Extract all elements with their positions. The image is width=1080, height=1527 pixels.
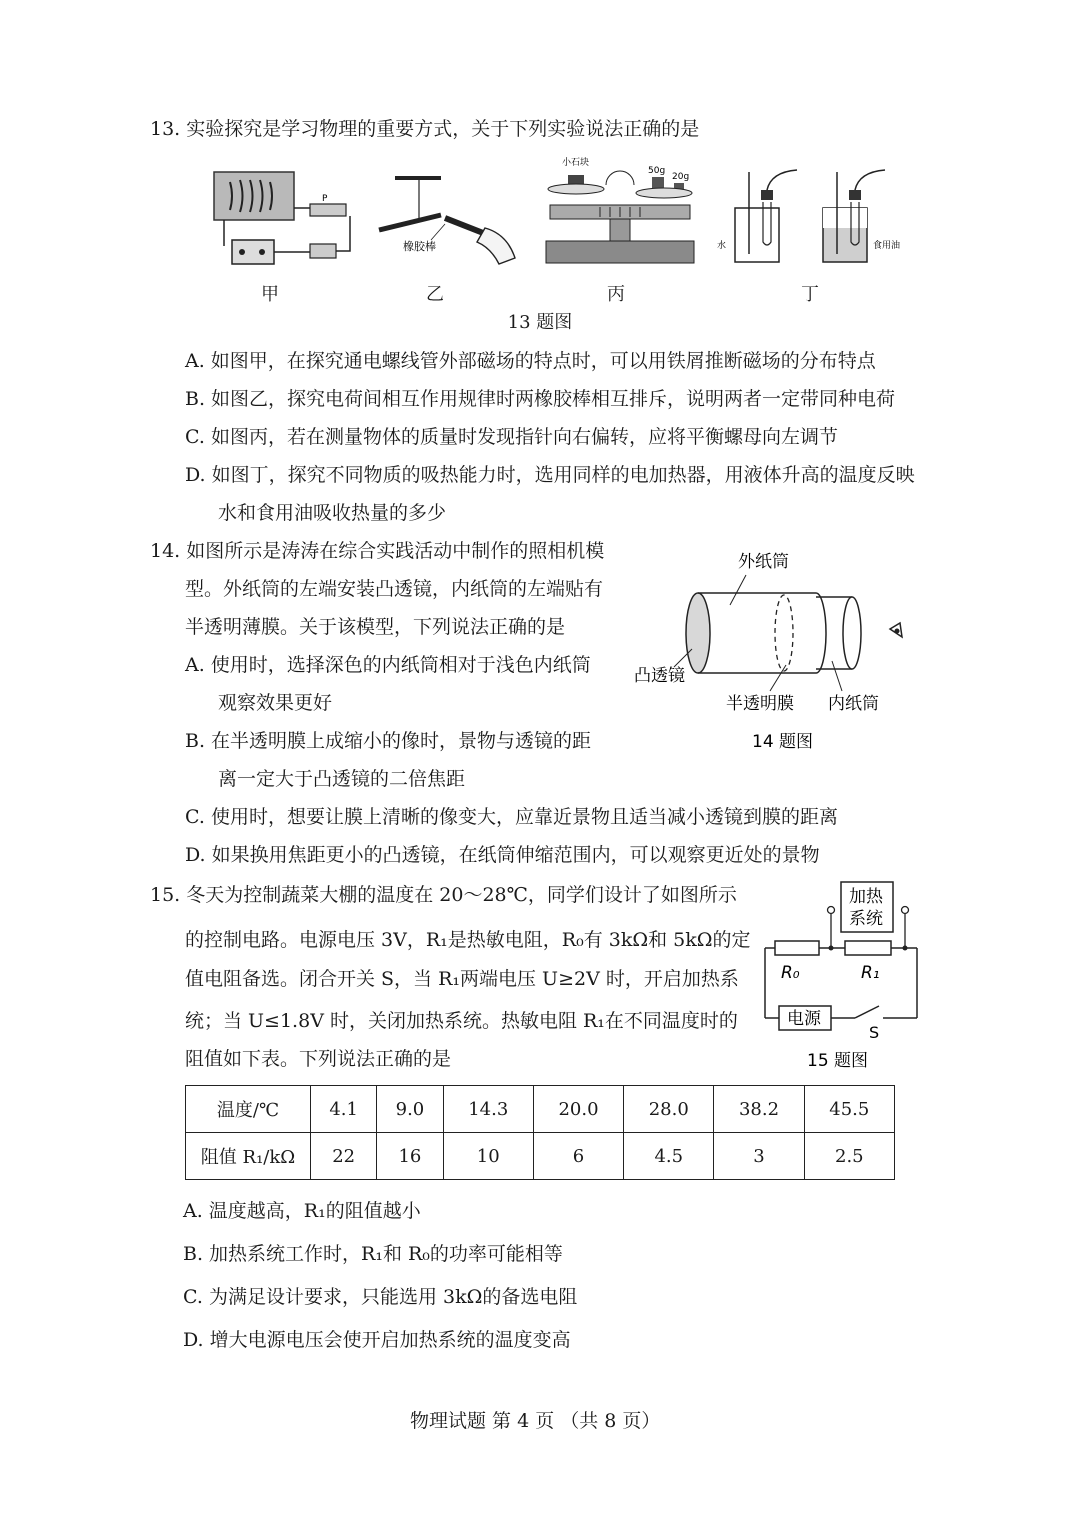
q14-option-b-cont: 离一定大于凸透镜的二倍焦距 bbox=[218, 768, 466, 790]
q15-stem-5: 阻值如下表。下列说法正确的是 bbox=[185, 1048, 452, 1070]
stone-label: 小石块 bbox=[562, 158, 590, 168]
page-footer: 物理试题 第 4 页 （共 8 页） bbox=[410, 1410, 661, 1432]
resistance-table bbox=[185, 1085, 895, 1180]
q13-stem: 13. 实验探究是学习物理的重要方式，关于下列实验说法正确的是 bbox=[150, 118, 700, 140]
temp-cell: 14.3 bbox=[443, 1086, 533, 1133]
q15-stem-2: 的控制电路。电源电压 3V，R₁是热敏电阻，R₀有 3kΩ和 5kΩ的定 bbox=[185, 929, 751, 951]
q13-option-d-cont: 水和食用油吸收热量的多少 bbox=[218, 502, 447, 524]
label-ding: 丁 bbox=[801, 284, 819, 305]
q13-option-c: C. 如图丙，若在测量物体的质量时发现指针向右偏转，应将平衡螺母向左调节 bbox=[185, 426, 838, 448]
q15-option-d: D. 增大电源电压会使开启加热系统的温度变高 bbox=[183, 1329, 571, 1351]
heater-label-1: 加热 bbox=[849, 887, 883, 907]
figure-camera-model bbox=[620, 545, 930, 755]
q14-stem-2: 型。外纸筒的左端安装凸透镜，内纸筒的左端贴有 bbox=[185, 578, 604, 600]
label-bing: 丙 bbox=[607, 284, 625, 305]
q15-stem-4: 统；当 U≤1.8V 时，关闭加热系统。热敏电阻 R₁在不同温度时的 bbox=[185, 1010, 738, 1032]
q13-option-d: D. 如图丁，探究不同物质的吸热能力时，选用同样的电加热器，用液体升高的温度反映 bbox=[185, 464, 915, 486]
q14-figure-caption: 14 题图 bbox=[752, 732, 814, 752]
inner-tube-label: 内纸筒 bbox=[828, 694, 879, 714]
lens-label: 凸透镜 bbox=[634, 666, 685, 686]
temp-cell: 45.5 bbox=[804, 1086, 894, 1133]
weight-50g-label: 50g bbox=[648, 166, 666, 176]
resistance-cell: 6 bbox=[533, 1133, 623, 1180]
q14-option-a: A. 使用时，选择深色的内纸筒相对于浅色内纸筒 bbox=[185, 654, 591, 676]
q15-stem-3: 值电阻备选。闭合开关 S，当 R₁两端电压 U≥2V 时，开启加热系 bbox=[185, 968, 739, 990]
temp-cell: 9.0 bbox=[377, 1086, 443, 1133]
slider-p-label: P bbox=[322, 194, 328, 204]
figure-control-circuit bbox=[755, 878, 925, 1078]
weight-20g-label: 20g bbox=[672, 172, 690, 182]
q14-option-a-cont: 观察效果更好 bbox=[218, 692, 333, 714]
q15-option-b: B. 加热系统工作时，R₁和 R₀的功率可能相等 bbox=[183, 1243, 563, 1265]
r1-label: R₁ bbox=[861, 963, 880, 983]
table-row-temperature bbox=[186, 1086, 895, 1133]
resistance-cell: 16 bbox=[377, 1133, 443, 1180]
resistance-cell: 22 bbox=[311, 1133, 377, 1180]
water-label: 水 bbox=[717, 241, 727, 251]
outer-tube-label: 外纸筒 bbox=[738, 552, 789, 572]
power-source-label: 电源 bbox=[787, 1009, 821, 1029]
resistance-cell: 2.5 bbox=[804, 1133, 894, 1180]
q15-option-a: A. 温度越高，R₁的阻值越小 bbox=[183, 1200, 421, 1222]
resistance-cell: 3 bbox=[714, 1133, 804, 1180]
figure-yi bbox=[375, 170, 525, 275]
q13-figure-caption: 13 题图 bbox=[507, 312, 573, 333]
rubber-rod-label: 橡胶棒 bbox=[403, 240, 436, 253]
label-jia: 甲 bbox=[261, 284, 279, 305]
q14-stem-3: 半透明薄膜。关于该模型，下列说法正确的是 bbox=[185, 616, 566, 638]
temp-cell: 20.0 bbox=[533, 1086, 623, 1133]
q14-option-d: D. 如果换用焦距更小的凸透镜，在纸筒伸缩范围内，可以观察更近处的景物 bbox=[185, 844, 820, 866]
heater-label-2: 系统 bbox=[849, 909, 883, 929]
switch-s-label: S bbox=[869, 1023, 880, 1042]
row-header-temperature: 温度/℃ bbox=[186, 1086, 311, 1133]
resistance-cell: 4.5 bbox=[624, 1133, 714, 1180]
resistance-cell: 10 bbox=[443, 1133, 533, 1180]
q15-stem-1: 15. 冬天为控制蔬菜大棚的温度在 20～28℃，同学们设计了如图所示 bbox=[150, 884, 737, 906]
figure-bing bbox=[540, 155, 700, 270]
film-label: 半透明膜 bbox=[726, 694, 794, 714]
label-yi: 乙 bbox=[426, 284, 444, 305]
temp-cell: 28.0 bbox=[624, 1086, 714, 1133]
q15-figure-caption: 15 题图 bbox=[807, 1051, 869, 1071]
q14-option-c: C. 使用时，想要让膜上清晰的像变大，应靠近景物且适当减小透镜到膜的距离 bbox=[185, 806, 838, 828]
r0-label: R₀ bbox=[781, 963, 800, 983]
row-header-resistance: 阻值 R₁/kΩ bbox=[186, 1133, 311, 1180]
q13-option-a: A. 如图甲，在探究通电螺线管外部磁场的特点时，可以用铁屑推断磁场的分布特点 bbox=[185, 350, 876, 372]
oil-label: 食用油 bbox=[873, 241, 901, 251]
table-row-resistance bbox=[186, 1133, 895, 1180]
q14-option-b: B. 在半透明膜上成缩小的像时，景物与透镜的距 bbox=[185, 730, 592, 752]
temp-cell: 38.2 bbox=[714, 1086, 804, 1133]
figure-ding bbox=[715, 168, 915, 268]
q14-stem-1: 14. 如图所示是涛涛在综合实践活动中制作的照相机模 bbox=[150, 540, 605, 562]
temp-cell: 4.1 bbox=[311, 1086, 377, 1133]
q15-option-c: C. 为满足设计要求，只能选用 3kΩ的备选电阻 bbox=[183, 1286, 578, 1308]
figure-jia bbox=[210, 168, 360, 273]
q13-option-b: B. 如图乙，探究电荷间相互作用规律时两橡胶棒相互排斥，说明两者一定带同种电荷 bbox=[185, 388, 896, 410]
